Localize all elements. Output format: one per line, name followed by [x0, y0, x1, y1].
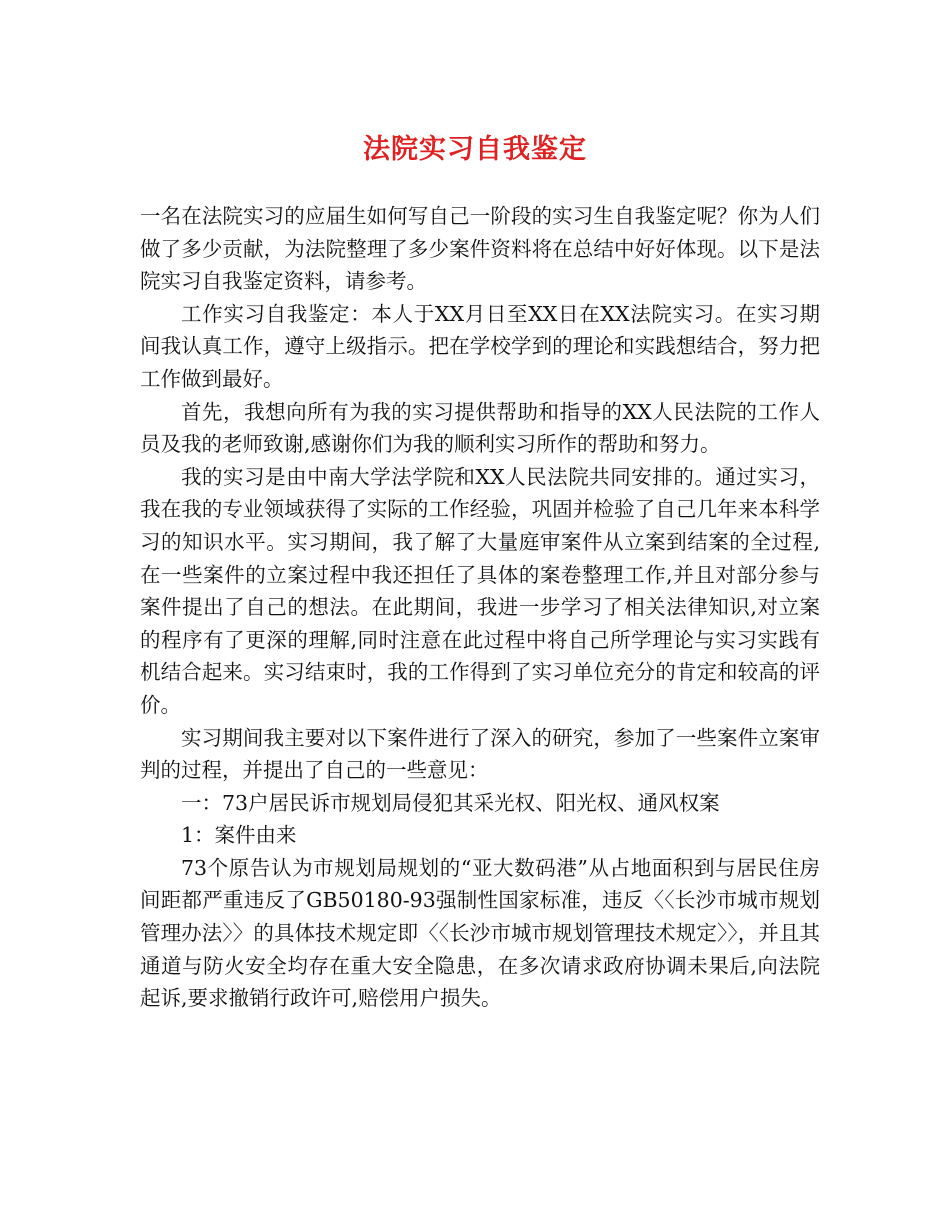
- paragraph-cases-intro: 实习期间我主要对以下案件进行了深入的研究，参加了一些案件立案审判的过程，并提出了自己的一些意见：: [140, 725, 820, 783]
- intro-paragraph: 一名在法院实习的应届生如何写自己一阶段的实习生自我鉴定呢？你为人们做了多少贡献，为法院整理了多少案件资料将在总结中好好体现。以下是法院实习自我鉴定资料，请参考。: [140, 204, 820, 294]
- document-body: [140, 200, 820, 1015]
- paragraph-self-assessment: 工作实习自我鉴定：本人于XX月日至XX日在XX法院实习。在实习期间我认真工作，遵守上级指示。把在学校学到的理论和实践想结合，努力把工作做到最好。: [140, 301, 820, 391]
- paragraph-thanks: 首先，我想向所有为我的实习提供帮助和指导的XX人民法院的工作人员及我的老师致谢,感谢你们为我的顺利实习所作的帮助和努力。: [140, 399, 820, 457]
- case-subheading: 1：案件由来: [181, 823, 297, 848]
- case-heading: 一：73户居民诉市规划局侵犯其采光权、阳光权、通风权案: [181, 790, 720, 815]
- document-title: 法院实习自我鉴定: [363, 134, 587, 165]
- paragraph-internship-experience: 我的实习是由中南大学法学院和XX人民法院共同安排的。通过实习，我在我的专业领域获得了实际的工作经验，巩固并检验了自己几年来本科学习的知识水平。实习期间，我了解了大量庭审案件从立案到结案的全过程,在一些案件的立案过程中我还担任了具体的案卷整理工作,并且对部分参与案件提出了自己的想法。在此期间，我进一步学习了相关法律知识,对立案的程序有了更深的理解,同时注意在此过程中将自己所学理论与实习实践有机结合起来。实习结束时，我的工作得到了实习单位充分的肯定和较高的评价。: [140, 464, 820, 717]
- paragraph-case-origin: 73个原告认为市规划局规划的“亚大数码港”从占地面积到与居民住房间距都严重违反了GB50180-93强制性国家标准，违反〈〈长沙市城市规划管理办法〉〉的具体技术规定即〈〈长沙市城市规划管理技术规定〉〉，并且其通道与防火安全均存在重大安全隐患，在多次请求政府协调未果后,向法院起诉,要求撤销行政许可,赔偿用户损失。: [140, 855, 820, 1011]
